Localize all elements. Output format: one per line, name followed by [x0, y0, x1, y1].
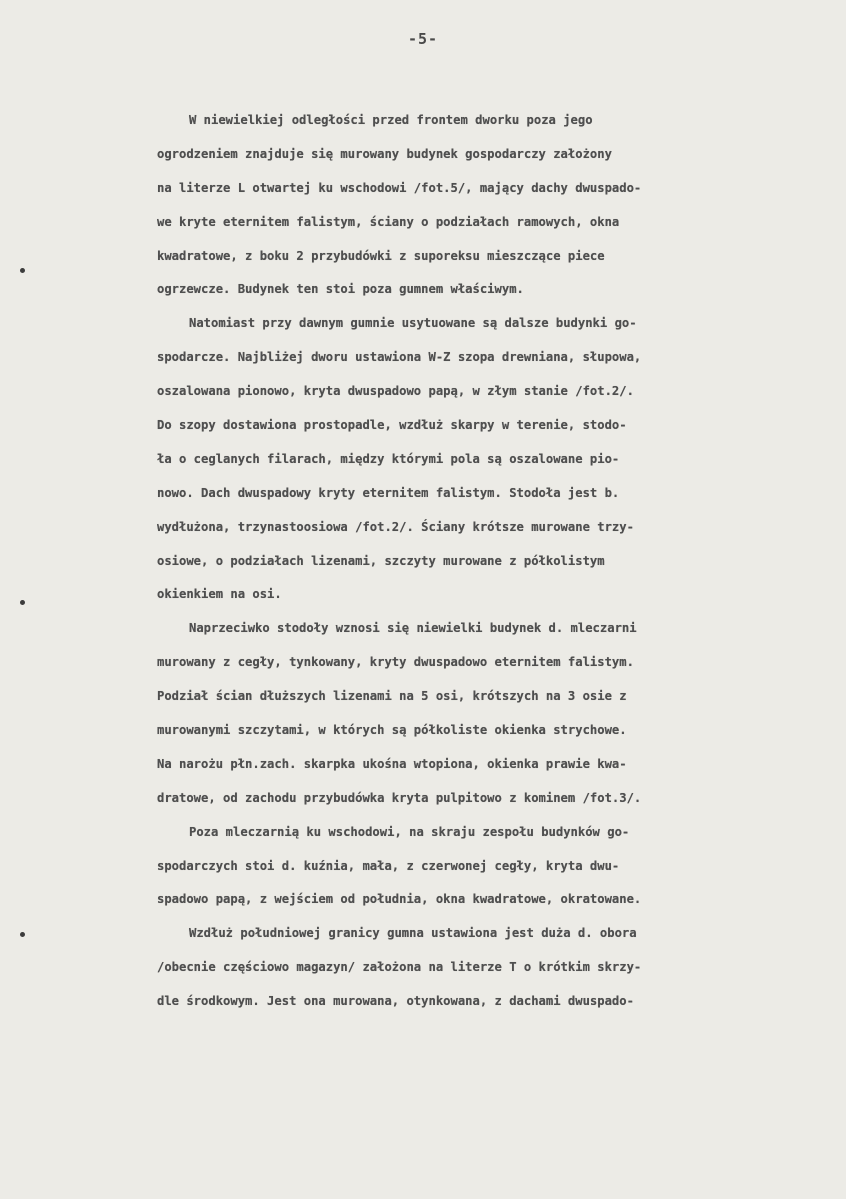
text-line: na literze L otwartej ku wschodowi /fot.5/, mający dachy dwuspado- [157, 180, 642, 195]
text-line: W niewielkiej odległości przed frontem dworku poza jego [189, 113, 593, 127]
text-line: murowanymi szczytami, w których są półkoliste okienka strychowe. [157, 723, 627, 738]
body-text [157, 104, 825, 1019]
text-line: ogrzewcze. Budynek ten stoi poza gumnem właściwym. [157, 282, 524, 297]
text-line: Podział ścian dłuższych lizenami na 5 osi, krótszych na 3 osie z [157, 689, 627, 704]
text-line: spodarcze. Najbliżej dworu ustawiona W-Z szopa drewniana, słupowa, [157, 350, 642, 365]
text-line: dle środkowym. Jest ona murowana, otynkowana, z dachami dwuspado- [157, 994, 634, 1009]
text-line: spadowo papą, z wejściem od południa, okna kwadratowe, okratowane. [157, 892, 642, 907]
margin-punch-dot [20, 268, 25, 273]
text-line: kwadratowe, z boku 2 przybudówki z suporeksu mieszczące piece [157, 248, 605, 263]
text-line: wydłużona, trzynastoosiowa /fot.2/. Ściany krótsze murowane trzy- [157, 519, 634, 534]
text-line: spodarczych stoi d. kuźnia, mała, z czerwonej cegły, kryta dwu- [157, 858, 620, 873]
margin-punch-dot [20, 600, 25, 605]
text-line: Natomiast przy dawnym gumnie usytuowane są dalsze budynki go- [189, 316, 637, 331]
text-line: Wzdłuż południowej granicy gumna ustawiona jest duża d. obora [189, 926, 637, 941]
margin-punch-dot [20, 932, 25, 937]
text-line: ogrodzeniem znajduje się murowany budynek gospodarczy założony [157, 146, 612, 161]
text-line: murowany z cegły, tynkowany, kryty dwuspadowo eternitem falistym. [157, 655, 634, 670]
text-line: Poza mleczarnią ku wschodowi, na skraju zespołu budynków go- [189, 824, 630, 839]
text-line: osiowe, o podziałach lizenami, szczyty murowane z półkolistym [157, 553, 605, 568]
text-line: we kryte eternitem falistym, ściany o podziałach ramowych, okna [157, 214, 620, 229]
page-number: -5- [407, 30, 439, 48]
text-line: /obecnie częściowo magazyn/ założona na literze T o krótkim skrzy- [157, 960, 642, 975]
text-line: Naprzeciwko stodoły wznosi się niewielki budynek d. mleczarni [189, 621, 637, 636]
text-line: dratowe, od zachodu przybudówka kryta pulpitowo z kominem /fot.3/. [157, 790, 642, 805]
text-line: Na narożu płn.zach. skarpka ukośna wtopiona, okienka prawie kwa- [157, 756, 627, 771]
text-line: Do szopy dostawiona prostopadle, wzdłuż skarpy w terenie, stodo- [157, 418, 627, 433]
text-line: oszalowana pionowo, kryta dwuspadowo papą, w złym stanie /fot.2/. [157, 384, 634, 399]
text-line: ła o ceglanych filarach, między którymi pola są oszalowane pio- [157, 451, 620, 466]
text-line: nowo. Dach dwuspadowy kryty eternitem falistym. Stodoła jest b. [157, 485, 620, 500]
text-line: okienkiem na osi. [157, 587, 282, 602]
